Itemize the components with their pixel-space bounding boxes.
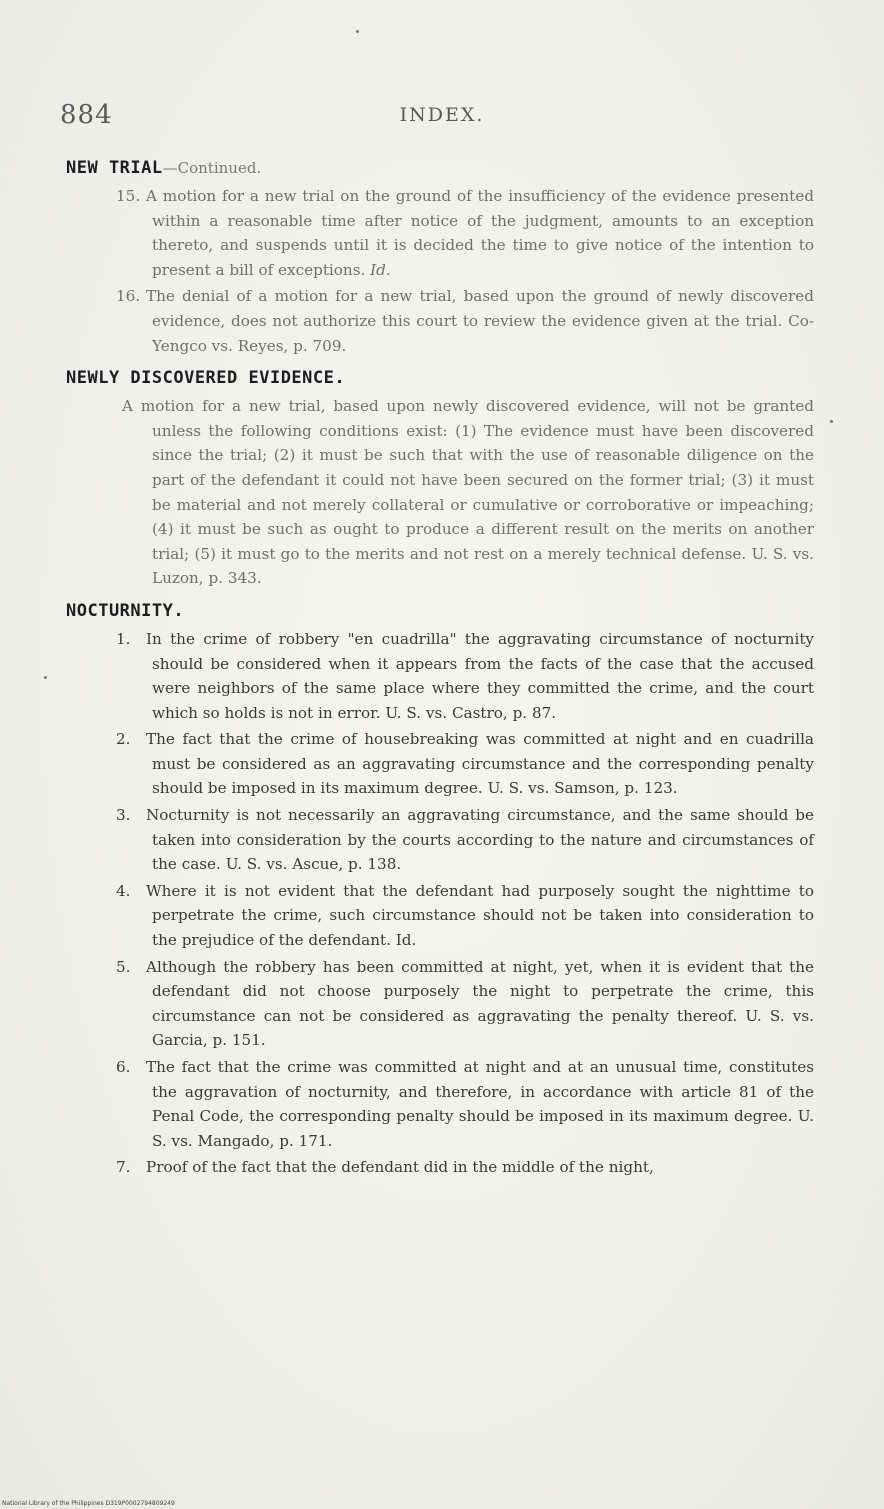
section-new-trial	[66, 158, 814, 358]
entry-newly-discovered: A motion for a new trial, based upon newly discovered evidence, will not be granted unless the following conditions exist: (1) The evidence must have been discovered since the trial; (2) it must be such that with the use of reasonable diligence on the part of the defendant it could not have been secured on the former trial; (3) it must be material and not merely collateral or cumulative or corroborative or impeaching; (4) it must be such as ought to produce a different result on the merits on another trial; (5) it must go to the merits and not rest on a merely technical defense. U. S. vs. Luzon, p. 343.	[122, 397, 814, 588]
entry-nocturnity-3	[66, 803, 814, 877]
dust-speck	[44, 676, 47, 679]
scan-footer: National Library of the Philippines D319P0002794809249	[2, 1500, 175, 1507]
entry-number: 4.	[116, 881, 131, 900]
entry-number: 3.	[116, 806, 131, 825]
entry-text: Nocturnity is not necessarily an aggravating circumstance, and the same should be taken into consideration by the courts according to the nature and circumstances of the case. U. S. vs. Ascue, p. 138.	[146, 806, 814, 874]
page-header	[60, 96, 824, 136]
entry-text: A motion for a new trial on the ground of the insufficiency of the evidence presented within a reasonable time after notice of the judgment, amounts to an exception thereto, and suspends until it is decided the time to give notice of the intention to present a bill of exceptions.	[146, 187, 814, 279]
section-newly-discovered-evidence	[66, 368, 814, 591]
entry-new-trial-15	[66, 184, 814, 282]
dust-speck	[830, 420, 833, 423]
running-head: INDEX.	[399, 104, 485, 126]
entry-text: Although the robbery has been committed at night, yet, when it is evident that the defendant did not choose purposely the night to perpetrate the crime, this circumstance can not be considered as aggravating the penalty thereof. U. S. vs. Garcia, p. 151.	[146, 957, 814, 1050]
entry-number: 6.	[116, 1058, 131, 1076]
continued-label: —Continued.	[162, 159, 262, 177]
entry-number: 7.	[116, 1158, 131, 1177]
entry-text: In the crime of robbery "en cuadrilla" the aggravating circumstance of nocturnity should be considered when it appears from the facts of the case that the accused were neighbors of the same place where they committed the crime, and the court which so holds is not in error. U. S. vs. Castro, p. 87.	[146, 629, 814, 722]
entry-citation: Id.	[370, 260, 391, 279]
entry-nocturnity-2	[66, 727, 814, 801]
entry-text: Where it is not evident that the defendant had purposely sought the nighttime to perpetrate the crime, such circumstance should not be taken into consideration to the prejudice of the defendant. Id.	[146, 881, 814, 950]
heading-text: NEW TRIAL	[66, 158, 163, 178]
heading-nocturnity: NOCTURNITY.	[66, 600, 185, 621]
entry-nocturnity-7	[66, 1155, 814, 1180]
page-number: 884	[60, 100, 113, 130]
entry-text: The fact that the crime was committed at night and at an unusual time, constitutes the aggravation of nocturnity, and therefore, in accordance with article 81 of the Penal Code, the corresponding penalty should be imposed in its maximum degree. U. S. vs. Mangado, p. 171.	[146, 1058, 814, 1150]
index-content	[66, 158, 814, 1190]
entry-citation: Co-Yengco vs. Reyes, p. 709.	[152, 311, 815, 355]
entry-number: 16.	[116, 287, 141, 306]
entry-number: 15.	[116, 187, 141, 205]
entry-nocturnity-4	[66, 879, 814, 953]
entry-nocturnity-6	[66, 1055, 814, 1153]
entry-text: The fact that the crime of housebreaking was committed at night and en cuadrilla must be considered as an aggravating circumstance and the corresponding penalty should be imposed in its maximum degree. U. S. vs. Samson, p. 123.	[146, 730, 814, 798]
dust-speck	[356, 30, 359, 33]
entry-text: The denial of a motion for a new trial, based upon the ground of newly discovered evidence, does not authorize this court to review the evidence given at the trial.	[146, 287, 814, 330]
entry-new-trial-16	[66, 284, 814, 358]
heading-newly-discovered-evidence: NEWLY DISCOVERED EVIDENCE.	[66, 368, 346, 389]
entry-text: Proof of the fact that the defendant did in the middle of the night,	[146, 1158, 654, 1177]
entry-number: 1.	[116, 629, 131, 648]
entry-nocturnity-1	[66, 627, 814, 725]
entry-number: 5.	[116, 957, 131, 976]
entry-number: 2.	[116, 730, 131, 749]
entry-nocturnity-5	[66, 955, 814, 1053]
heading-new-trial	[66, 158, 814, 178]
section-nocturnity	[66, 601, 814, 1180]
